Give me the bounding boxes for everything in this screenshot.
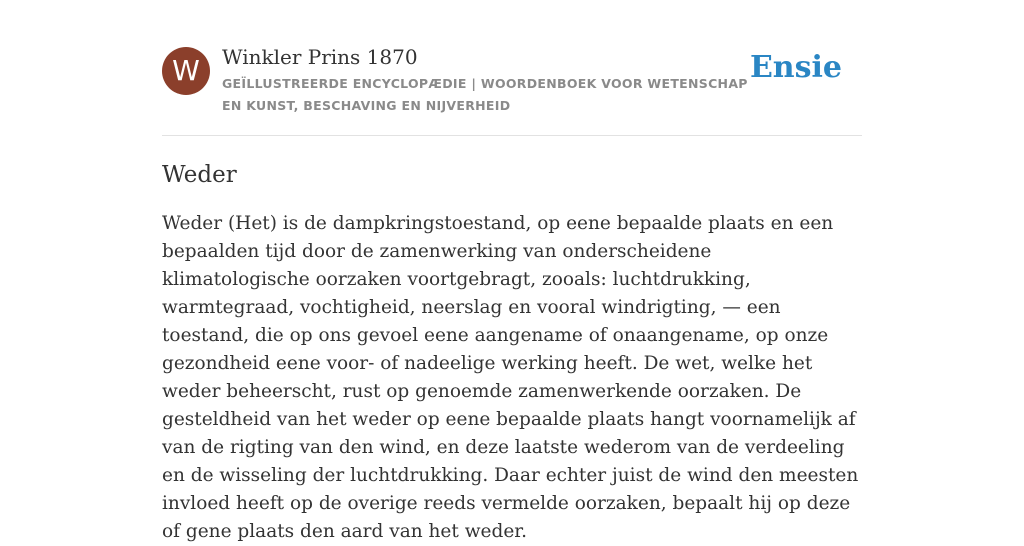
entry-title: Weder [162,162,237,188]
avatar[interactable]: W [162,47,210,95]
source-subtitle: GEÏLLUSTREERDE ENCYCLOPÆDIE | WOORDENBOEK VOOR WETENSCHAP EN KUNST, BESCHAVING EN NIJVERHEID [222,76,748,113]
ensie-logo[interactable]: Ensie [749,50,842,85]
page-container [162,0,862,546]
source-title[interactable]: Winkler Prins 1870 [222,45,418,69]
source-header [162,0,862,136]
entry-text: Weder (Het) is de dampkringstoestand, op eene bepaalde plaats en een bepaalden tijd door de zamenwerking van onderscheidene klimatologische oorzaken voortgebragt, zooals: luchtdrukking, warmtegraad, vochtigheid, neerslag en vooral windrigting, — een toestand, die op ons gevoel eene aangename of onaangename, op onze gezondheid eene voor- of nadeelige werking heeft. De wet, welke het weder beheerscht, rust op genoemde zamenwerkende oorzaken. De gesteldheid van het weder op eene bepaalde plaats hangt voornamelijk af van de rigting van den wind, en deze laatste wederom van de verdeeling en de wisseling der luchtdrukking. Daar echter juist de wind den meesten invloed heeft op de overige reeds vermelde oorzaken, bepaalt hij op deze of gene plaats den aard van het weder. [162,213,859,542]
